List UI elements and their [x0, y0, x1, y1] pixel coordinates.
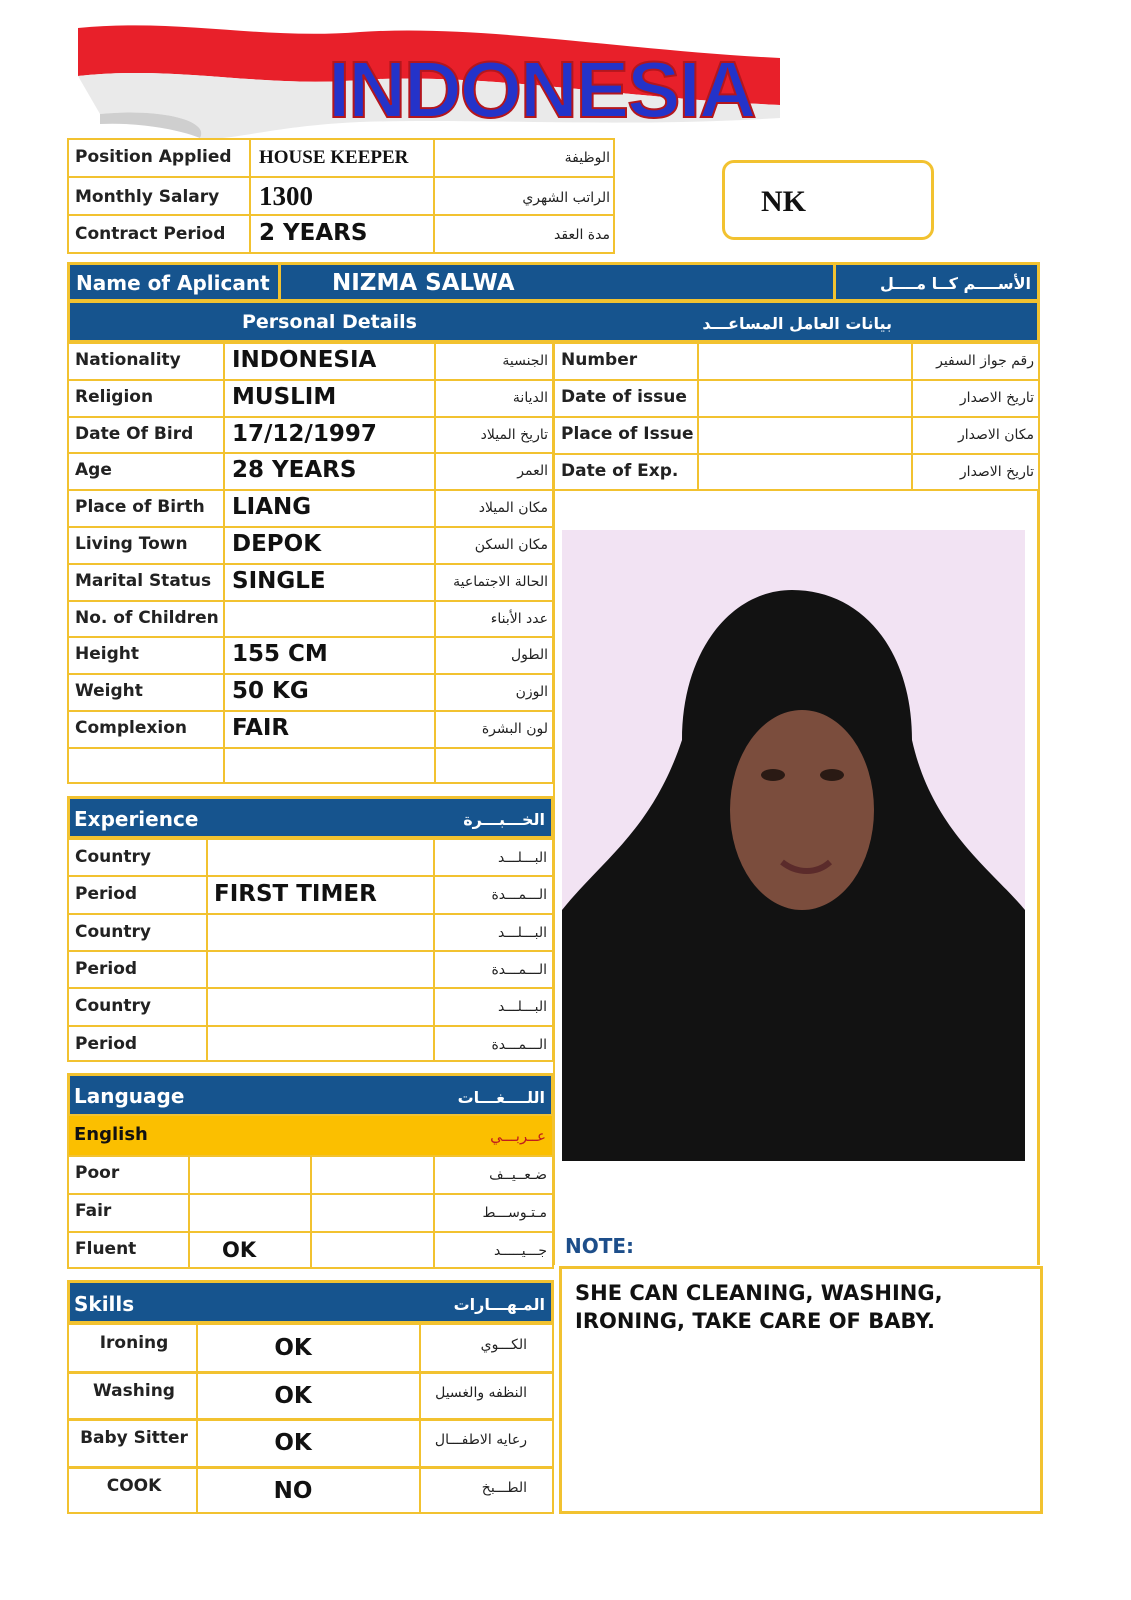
experience-row-label: Period: [75, 884, 138, 905]
personal-field-ar: الطول: [510, 647, 548, 664]
personal-field-label: Date Of Bird: [75, 423, 194, 444]
personal-field-ar: الوزن: [515, 684, 548, 701]
contract-label: Contract Period: [75, 224, 226, 244]
note-line-2: IRONING, TAKE CARE OF BABY.: [575, 1309, 936, 1333]
top-col-divider-2: [433, 138, 435, 254]
personal-field-value: LIANG: [232, 494, 312, 521]
personal-field-value: SINGLE: [232, 567, 326, 594]
skills-row-ar: النظفه والغسيل: [435, 1384, 527, 1401]
personal-details-title: Personal Details: [242, 311, 417, 333]
language-col-divider-1: [188, 1155, 190, 1269]
personal-field-label: Marital Status: [75, 570, 212, 591]
personal-row-line: [67, 489, 554, 491]
skills-row-value: OK: [274, 1430, 312, 1457]
skills-row-ar: الكـــوي: [480, 1337, 527, 1353]
experience-row-value: FIRST TIMER: [214, 881, 377, 908]
language-row-value: OK: [222, 1238, 257, 1262]
applicant-divider-1: [278, 262, 281, 302]
personal-row-line: [67, 710, 554, 712]
passport-field-label: Date of Exp.: [561, 461, 679, 481]
personal-field-label: Religion: [75, 386, 154, 407]
skills-title: Skills: [74, 1292, 135, 1316]
passport-row-line: [553, 379, 1040, 381]
language-title: Language: [74, 1084, 185, 1108]
language-row-ar: جـــيـــــد: [493, 1243, 547, 1259]
skills-row-ar: رعايه الاطفـــال: [434, 1432, 527, 1449]
salary-value: 1300: [259, 181, 313, 211]
experience-row-ar: البـــلـــد: [498, 850, 547, 866]
experience-header: [67, 796, 554, 839]
experience-row-line: [67, 913, 554, 915]
experience-row-label: Country: [75, 996, 151, 1017]
personal-details-header: [67, 300, 1040, 343]
personal-row-line: [67, 416, 554, 418]
language-subheader: [67, 1116, 554, 1156]
language-row-ar: ضـعــيــف: [489, 1167, 547, 1183]
personal-field-value: INDONESIA: [232, 347, 377, 373]
personal-field-label: Complexion: [75, 718, 187, 738]
personal-row-line: [67, 600, 554, 602]
applicant-ar: الأســــم كــا مــــل: [879, 274, 1031, 293]
skills-row-ar: الطـــبخ: [481, 1480, 527, 1497]
personal-row-line: [67, 563, 554, 565]
applicant-photo-illustration: [562, 530, 1025, 1161]
personal-field-label: Place of Birth: [75, 497, 205, 518]
personal-field-value: 28 YEARS: [232, 457, 357, 484]
language-col-divider-3: [433, 1155, 435, 1269]
note-line-1: SHE CAN CLEANING, WASHING,: [575, 1281, 943, 1305]
personal-field-ar: الجنسية: [502, 353, 548, 369]
language-row-line: [67, 1231, 554, 1233]
position-value: HOUSE KEEPER: [259, 147, 409, 168]
applicant-divider-2: [833, 262, 836, 302]
language-row-label: Fluent: [75, 1239, 137, 1259]
language-row-ar: مـتـوســـط: [482, 1205, 547, 1221]
skills-row-line: [67, 1466, 554, 1469]
personal-field-ar: تاريخ الميلاد: [480, 426, 548, 443]
language-col-divider-2: [310, 1155, 312, 1269]
language-header: [67, 1073, 554, 1117]
personal-field-value: FAIR: [232, 715, 290, 741]
personal-field-ar: العمر: [517, 463, 548, 480]
position-ar: الوظيفة: [564, 150, 610, 166]
skills-row-line: [67, 1371, 554, 1374]
skills-row-value: NO: [273, 1478, 313, 1505]
experience-row-line: [67, 987, 554, 989]
passport-field-label: Place of Issue: [561, 424, 694, 444]
personal-field-value: 50 KG: [232, 678, 309, 705]
applicant-name: NIZMA SALWA: [332, 270, 515, 296]
language-row-label: Poor: [75, 1163, 120, 1183]
experience-row-line: [67, 1025, 554, 1027]
skills-row-value: OK: [274, 1335, 312, 1361]
personal-row-line: [67, 379, 554, 381]
experience-row-label: Country: [75, 847, 151, 867]
language-english-label: English: [74, 1124, 148, 1145]
personal-field-label: Age: [75, 460, 112, 481]
code-box-value: NK: [761, 185, 806, 218]
skills-row-label: COOK: [106, 1476, 162, 1497]
passport-row-line: [553, 416, 1040, 418]
passport-field-label: Date of issue: [561, 387, 687, 407]
personal-field-value: MUSLIM: [232, 383, 337, 410]
personal-field-value: DEPOK: [232, 531, 322, 557]
personal-details-ar: بيانات العامل المساعـــد: [702, 314, 892, 333]
skills-row-label: Washing: [93, 1380, 175, 1401]
personal-row-line: [67, 452, 554, 454]
language-row-line: [67, 1193, 554, 1195]
experience-row-line: [67, 950, 554, 952]
banner-title: INDONESIA: [328, 45, 755, 134]
personal-field-ar: لون البشرة: [481, 721, 548, 737]
passport-row-line: [553, 453, 1040, 455]
skills-row-line: [67, 1418, 554, 1421]
passport-field-ar: رقم جواز السفير: [936, 353, 1034, 369]
personal-field-label: Living Town: [75, 534, 188, 554]
passport-field-ar: تاريخ الاصدار: [959, 390, 1034, 406]
personal-field-value: 17/12/1997: [232, 420, 377, 447]
experience-row-label: Period: [75, 958, 138, 979]
applicant-label: Name of Aplicant: [76, 271, 270, 295]
language-row-label: Fair: [75, 1201, 112, 1221]
skills-ar: المـهـــارات: [453, 1295, 545, 1314]
passport-field-label: Number: [561, 350, 638, 370]
applicant-bar: [67, 262, 1040, 302]
salary-label: Monthly Salary: [75, 187, 220, 207]
personal-field-ar: عدد الأبناء: [490, 610, 548, 627]
experience-row-ar: البـــلـــد: [498, 924, 547, 941]
language-ar: اللــــغـــات: [457, 1088, 545, 1107]
experience-row-label: Period: [75, 1033, 138, 1054]
applicant-photo: [562, 530, 1025, 1161]
contract-value: 2 YEARS: [259, 220, 368, 246]
personal-row-line: [67, 747, 554, 749]
personal-field-ar: الديانة: [512, 389, 548, 406]
top-col-divider-1: [249, 138, 251, 254]
personal-field-label: Nationality: [75, 350, 181, 370]
note-box: [559, 1266, 1043, 1514]
experience-row-ar: الـــمـــدة: [491, 961, 547, 978]
passport-field-ar: مكان الاصدار: [958, 427, 1034, 443]
personal-row-line: [67, 636, 554, 638]
skills-row-value: OK: [274, 1382, 312, 1409]
contract-ar: مدة العقد: [554, 227, 610, 243]
personal-field-ar: الحالة الاجتماعية: [453, 573, 548, 590]
personal-row-line: [67, 526, 554, 528]
personal-field-label: Height: [75, 644, 139, 665]
personal-field-ar: مكان السكن: [474, 537, 548, 553]
language-arabic-label: عــربـــي: [490, 1127, 546, 1145]
personal-field-ar: مكان الميلاد: [478, 500, 548, 517]
code-box: [722, 160, 934, 240]
personal-field-label: No. of Children: [75, 607, 219, 628]
personal-field-value: 155 CM: [232, 641, 328, 668]
personal-field-label: Weight: [75, 681, 143, 702]
salary-ar: الراتب الشهري: [522, 190, 610, 206]
experience-row-ar: الـــمـــدة: [491, 887, 547, 904]
experience-row-ar: البـــلـــد: [498, 999, 547, 1016]
skills-row-label: Ironing: [99, 1333, 169, 1353]
experience-title: Experience: [74, 807, 199, 831]
experience-row-line: [67, 875, 554, 877]
skills-row-label: Baby Sitter: [80, 1428, 188, 1449]
position-label: Position Applied: [75, 147, 232, 167]
passport-field-ar: تاريخ الاصدار: [959, 464, 1034, 480]
experience-ar: الخـــبـــرة: [463, 810, 545, 829]
note-label: NOTE:: [565, 1234, 635, 1258]
experience-row-ar: الـــمـــدة: [491, 1036, 547, 1053]
experience-row-label: Country: [75, 921, 151, 942]
personal-row-line: [67, 673, 554, 675]
skills-header: [67, 1280, 554, 1324]
banner: [60, 10, 800, 140]
